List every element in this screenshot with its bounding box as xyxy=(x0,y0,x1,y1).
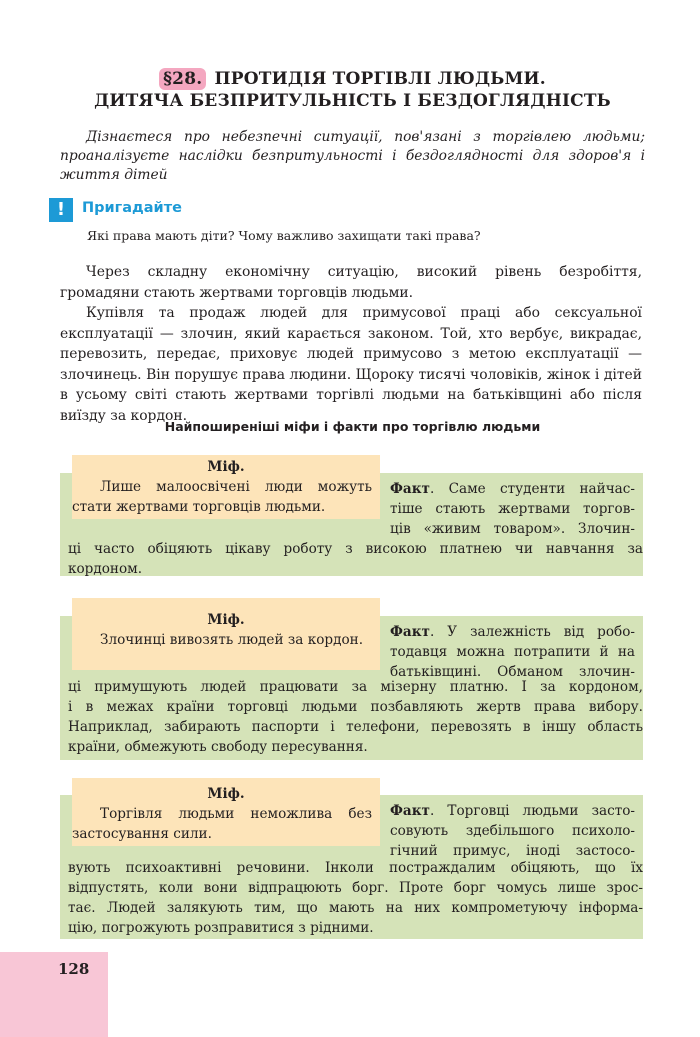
fact-label: Факт xyxy=(390,624,430,640)
fact-line: відпустять, коли вони відпрацюють борг. Проте борг чомусь лише зрос- xyxy=(68,880,643,896)
title-text-line1: ПРОТИДІЯ ТОРГІВЛІ ЛЮДЬМИ. xyxy=(214,69,546,89)
title-text-line2: ДИТЯЧА БЕЗПРИТУЛЬНІСТЬ І БЕЗДОГЛЯДНІСТЬ xyxy=(94,91,611,111)
myth-text: Лише малоосвічені люди можуть стати жертвами торговців людьми. xyxy=(72,479,372,515)
fact-line: ців «живим товаром». Злочин- xyxy=(390,521,635,537)
body-paragraph: Купівля та продаж людей для примусової праці або сексуальної експлуатації — злочин, який карається законом. Той, хто вербує, викрадає, перевозить, передає, приховує людей примусово з метою експлуатації — злочинець. Він порушує права людини. Щороку тисячі чоловіків, жінок і дітей в усьому світі стають жертвами торгівлі людьми на батьківщині або після виїзду за кордон. xyxy=(60,305,642,424)
exclamation-icon: ! xyxy=(49,198,73,222)
fact-line: Наприклад, забирають паспорти і телефони, перевозять в іншу область xyxy=(68,719,643,735)
fact-line: тає. Людей залякують тим, що мають на них компрометуючу інформа- xyxy=(68,900,643,916)
body-text xyxy=(60,262,642,426)
myth-box xyxy=(72,455,380,519)
fact-top xyxy=(390,801,635,861)
section-title xyxy=(60,68,645,112)
fact-line: ці примушують людей працювати за мізерну платню. І за кордоном, xyxy=(68,679,643,695)
fact-line: батьківщині. Обманом злочин- xyxy=(390,664,635,680)
fact-rest xyxy=(60,677,643,757)
remember-question: Які права мають діти? Чому важливо захищати такі права? xyxy=(87,228,481,243)
fact-top xyxy=(390,479,635,539)
fact-label: Факт xyxy=(390,481,430,497)
page-number: 128 xyxy=(58,960,90,978)
section-number: §28. xyxy=(159,68,206,90)
body-paragraph: Через складну економічну ситуацію, високий рівень безробіття, громадяни стають жертвами торговців людьми. xyxy=(60,264,642,301)
fact-line: . Саме студенти найчас- xyxy=(429,481,635,497)
myth-text: Торгівля людьми неможлива без застосування сили. xyxy=(72,806,372,842)
fact-line: . Торговці людьми засто- xyxy=(429,803,635,819)
myth-box xyxy=(72,778,380,846)
fact-line: гічний примус, іноді застосо- xyxy=(390,843,635,859)
fact-line: тіше стають жертвами торгов- xyxy=(390,501,635,517)
fact-line: . У залежність від робо- xyxy=(429,624,635,640)
fact-top xyxy=(390,622,635,682)
remember-label: Пригадайте xyxy=(82,200,182,216)
fact-label: Факт xyxy=(390,803,430,819)
page-number-tab xyxy=(0,952,108,1037)
fact-line: тодавця можна потрапити й на xyxy=(390,644,635,660)
myth-text: Злочинці вивозять людей за кордон. xyxy=(100,632,364,648)
fact-line: кордоном. xyxy=(68,561,143,577)
fact-line: цію, погрожують розправитися з рідними. xyxy=(68,920,374,936)
myths-facts-heading: Найпоширеніші міфи і факти про торгівлю людьми xyxy=(164,419,541,434)
fact-rest xyxy=(60,539,643,579)
myth-label: Міф. xyxy=(207,459,245,475)
fact-rest xyxy=(60,858,643,938)
fact-line: ці часто обіцяють цікаву роботу з високою платнею чи навчання за xyxy=(68,541,643,557)
myth-label: Міф. xyxy=(207,786,245,802)
myth-box xyxy=(72,598,380,670)
fact-line: і в межах країни торговці людьми позбавляють жертв права вибору. xyxy=(68,699,643,715)
myth-label: Міф. xyxy=(207,612,245,628)
section-intro: Дізнаєтеся про небезпечні ситуації, пов'язані з торгівлею людьми; проаналізуєте наслідки безпритульності і бездоглядності для здоров'я і життя дітей xyxy=(60,129,645,183)
fact-line: совують здебільшого психоло- xyxy=(390,823,635,839)
fact-line: вують психоактивні речовини. Інколи постраждалим обіцяють, що їх xyxy=(68,860,643,876)
section-title-line1 xyxy=(60,68,645,90)
fact-line: країни, обмежують свободу пересування. xyxy=(68,739,368,755)
